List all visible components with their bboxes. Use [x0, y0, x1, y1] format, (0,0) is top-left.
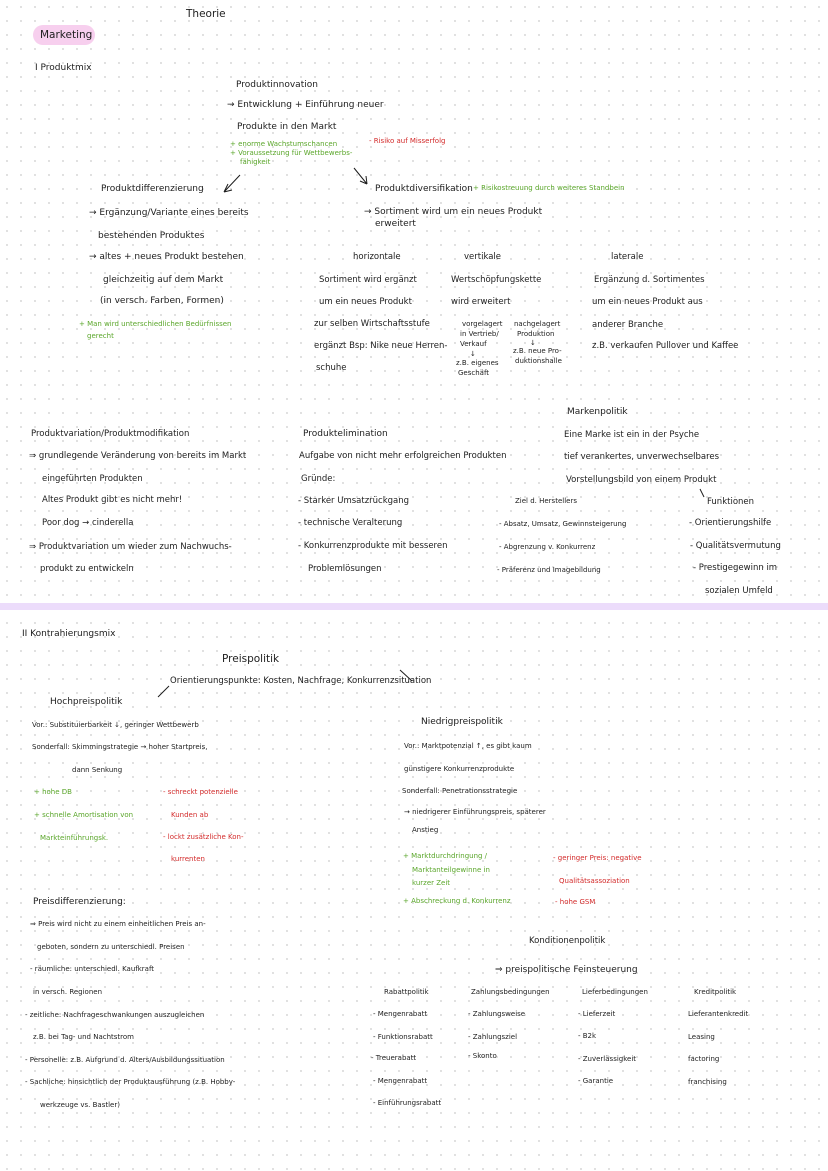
horizontal-line: um ein neues Produkt	[319, 297, 412, 307]
hoch-con: Kunden ab	[171, 811, 209, 819]
liefer-item: - B2k	[578, 1032, 597, 1040]
marken-funktion-item: - Prestigegewinn im	[693, 563, 778, 573]
innovation-pro: + enorme Wachstumschancen	[230, 140, 338, 148]
niedrig-pro: + Marktdurchdringung /	[403, 852, 488, 860]
kond-subtitle: ⇒ preispolitische Feinsteuerung	[495, 965, 638, 975]
subject-title: Marketing	[40, 29, 93, 41]
hoch-pro: Markteinführungsk.	[40, 834, 109, 842]
variation-line: Poor dog → cinderella	[42, 518, 134, 528]
vertikal-line: wird erweitert	[451, 297, 511, 307]
line-to-hochpreis	[158, 686, 169, 697]
niedrig-con: - geringer Preis: negative	[553, 854, 642, 862]
vertikal-nachgelagert: nachgelagert	[514, 320, 561, 328]
differenzierung-line: gleichzeitig auf dem Markt	[103, 275, 224, 285]
kredit-title: Kreditpolitik	[694, 988, 737, 996]
zahlung-item: - Skonto	[468, 1052, 497, 1060]
kredit-item: Lieferantenkredit	[688, 1010, 749, 1018]
differenzierung-pro: gerecht	[87, 332, 114, 340]
liefer-title: Lieferbedingungen	[582, 988, 648, 996]
niedrig-line: günstigere Konkurrenzprodukte	[404, 765, 515, 773]
marken-ziel-item: - Präferenz und Imagebildung	[497, 566, 601, 574]
diversifikation-line: erweitert	[375, 219, 416, 229]
vertikal-line: Wertschöpfungskette	[451, 275, 542, 285]
pdiff-line: - Sachliche: hinsichtlich der Produktausführung (z.B. Hobby-	[25, 1078, 236, 1086]
pdiff-line: - zeitliche: Nachfrageschwankungen auszugleichen	[25, 1011, 205, 1019]
innovation-line: → Entwicklung + Einführung neuer	[227, 100, 384, 110]
rabatt-item: - Funktionsrabatt	[373, 1033, 433, 1041]
vertikal-vorgelagert: Verkauf	[460, 340, 487, 348]
preis-orientierung: Orientierungspunkte: Kosten, Nachfrage, Konkurrenzsituation	[170, 676, 432, 686]
innovation-title: Produktinnovation	[236, 80, 318, 90]
innovation-con: - Risiko auf Misserfolg	[369, 137, 446, 145]
elimination-line: Gründe:	[301, 474, 336, 484]
marken-title: Markenpolitik	[567, 407, 628, 417]
marken-funktion-item: - Qualitätsvermutung	[690, 541, 781, 551]
pdiff-line: werkzeuge vs. Bastler)	[40, 1101, 120, 1109]
kredit-item: franchising	[688, 1078, 727, 1086]
vertikal-vorgelagert: ↓	[470, 350, 476, 358]
lateral-title: laterale	[611, 252, 644, 262]
differenzierung-pro: + Man wird unterschiedlichen Bedürfnissen	[79, 320, 232, 328]
differenzierung-line: (in versch. Farben, Formen)	[100, 296, 224, 306]
differenzierung-line: bestehenden Produktes	[98, 231, 205, 241]
horizontal-line: ergänzt Bsp: Nike neue Herren-	[314, 341, 448, 351]
page-title: Theorie	[186, 8, 226, 20]
diversifikation-line: → Sortiment wird um ein neues Produkt	[364, 207, 543, 217]
niedrig-title: Niedrigpreispolitik	[421, 717, 503, 727]
elimination-line: Aufgabe von nicht mehr erfolgreichen Produkten	[299, 451, 507, 461]
zahlung-title: Zahlungsbedingungen	[471, 988, 550, 996]
niedrig-con: Qualitätsassoziation	[559, 877, 630, 885]
vertikal-vorgelagert: vorgelagert	[462, 320, 503, 328]
zahlung-item: - Zahlungsweise	[468, 1010, 526, 1018]
kond-title: Konditionenpolitik	[529, 936, 606, 946]
elimination-line: - technische Veralterung	[298, 518, 403, 528]
section-divider	[0, 603, 828, 610]
pdiff-line: z.B. bei Tag- und Nachtstrom	[33, 1033, 134, 1041]
pdiff-line: geboten, sondern zu unterschiedl. Preisen	[37, 943, 185, 951]
zahlung-item: - Zahlungsziel	[468, 1033, 518, 1041]
niedrig-line: Vor.: Marktpotenzial ↑, es gibt kaum	[404, 742, 532, 750]
vertikal-nachgelagert: ↓	[530, 339, 536, 347]
kredit-item: factoring	[688, 1055, 720, 1063]
differenzierung-line: → Ergänzung/Variante eines bereits	[89, 208, 249, 218]
pdiff-line: - räumliche: unterschiedl. Kaufkraft	[30, 965, 155, 973]
marken-funktionen-title: Funktionen	[707, 497, 755, 507]
rabatt-item: - Mengenrabatt	[373, 1077, 428, 1085]
elimination-line: - Starker Umsatzrückgang	[298, 496, 410, 506]
vertikal-vorgelagert: z.B. eigenes	[456, 359, 499, 367]
lateral-line: um ein neues Produkt aus	[592, 297, 703, 307]
section-1-title: I Produktmix	[35, 63, 92, 73]
variation-line: eingeführten Produkten	[42, 474, 143, 484]
hoch-con: - schreckt potenzielle	[163, 788, 238, 796]
vertikal-nachgelagert: duktionshalle	[515, 357, 562, 365]
rabatt-title: Rabattpolitik	[384, 988, 429, 996]
marken-funktion-item: sozialen Umfeld	[705, 586, 773, 596]
preis-title: Preispolitik	[222, 653, 280, 665]
liefer-item: - Lieferzeit	[578, 1010, 616, 1018]
marken-ziel-item: - Abgrenzung v. Konkurrenz	[499, 543, 596, 551]
vertikal-nachgelagert: z.B. neue Pro-	[513, 347, 562, 355]
niedrig-pro: kurzer Zeit	[412, 879, 451, 887]
diversifikation-pro: + Risikostreuung durch weiteres Standbein	[473, 184, 625, 192]
niedrig-con: - hohe GSM	[555, 898, 596, 906]
hoch-con: kurrenten	[171, 855, 205, 863]
innovation-pro: fähigkeit	[240, 158, 271, 166]
hoch-line: Vor.: Substituierbarkeit ↓, geringer Wettbewerb	[32, 721, 199, 729]
niedrig-pro: Marktanteilgewinne in	[412, 866, 490, 874]
pdiff-line: ⇒ Preis wird nicht zu einem einheitlichen Preis an-	[30, 920, 206, 928]
pdiff-line: in versch. Regionen	[33, 988, 103, 996]
elimination-line: - Konkurrenzprodukte mit besseren	[298, 541, 448, 551]
marken-ziel-title: Ziel d. Herstellers	[515, 497, 577, 505]
hoch-line: dann Senkung	[72, 766, 123, 774]
rabatt-item: - Einführungsrabatt	[373, 1099, 442, 1107]
marken-funktion-item: - Orientierungshilfe	[689, 518, 772, 528]
variation-line: ⇒ grundlegende Veränderung von bereits im Markt	[29, 451, 247, 461]
innovation-pro: + Voraussetzung für Wettbewerbs-	[230, 149, 353, 157]
line-to-funktionen	[700, 489, 704, 497]
marken-ziel-item: - Absatz, Umsatz, Gewinnsteigerung	[499, 520, 627, 528]
elimination-line: Problemlösungen	[308, 564, 382, 574]
differenzierung-title: Produktdifferenzierung	[101, 184, 204, 194]
niedrig-pro: + Abschreckung d. Konkurrenz	[403, 897, 511, 905]
lateral-line: Ergänzung d. Sortimentes	[594, 275, 705, 285]
horizontal-line: schuhe	[316, 363, 347, 373]
liefer-item: - Garantie	[578, 1077, 614, 1085]
hoch-pro: + hohe DB	[34, 788, 72, 796]
rabatt-item: - Treuerabatt	[371, 1054, 417, 1062]
vertikal-vorgelagert: Geschäft	[458, 369, 490, 377]
vertikal-vorgelagert: in Vertrieb/	[460, 330, 499, 338]
hoch-line: Sonderfall: Skimmingstrategie → hoher Startpreis,	[32, 743, 208, 751]
marken-line: tief verankertes, unverwechselbares	[564, 452, 720, 462]
variation-title: Produktvariation/Produktmodifikation	[31, 429, 190, 439]
marken-line: Eine Marke ist ein in der Psyche	[564, 430, 700, 440]
marken-line: Vorstellungsbild von einem Produkt	[566, 475, 717, 485]
elimination-title: Produktelimination	[303, 429, 388, 439]
section-2-title: II Kontrahierungsmix	[22, 629, 116, 639]
kredit-item: Leasing	[688, 1033, 715, 1041]
niedrig-line: → niedrigerer Einführungspreis, späterer	[404, 808, 546, 816]
variation-line: produkt zu entwickeln	[40, 564, 134, 574]
hoch-pro: + schnelle Amortisation von	[34, 811, 134, 819]
horizontal-title: horizontale	[353, 252, 401, 262]
horizontal-line: zur selben Wirtschaftsstufe	[314, 319, 430, 329]
liefer-item: - Zuverlässigkeit	[578, 1055, 637, 1063]
niedrig-line: Sonderfall: Penetrationsstrategie	[402, 787, 518, 795]
hoch-con: - lockt zusätzliche Kon-	[163, 833, 244, 841]
pdiff-title: Preisdifferenzierung:	[33, 897, 126, 907]
rabatt-item: - Mengenrabatt	[373, 1010, 428, 1018]
variation-line: ⇒ Produktvariation um wieder zum Nachwuchs-	[29, 542, 232, 552]
innovation-line: Produkte in den Markt	[237, 122, 337, 132]
variation-line: Altes Produkt gibt es nicht mehr!	[42, 495, 183, 505]
vertikal-title: vertikale	[464, 252, 502, 262]
differenzierung-line: → altes + neues Produkt bestehen	[89, 252, 244, 262]
vertikal-nachgelagert: Produktion	[517, 330, 555, 338]
arrow-to-differenzierung	[224, 175, 240, 192]
pdiff-line: - Personelle: z.B. Aufgrund d. Alters/Ausbildungssituation	[25, 1056, 225, 1064]
lateral-line: z.B. verkaufen Pullover und Kaffee	[592, 341, 739, 351]
arrow-to-diversifikation	[354, 168, 367, 184]
diversifikation-title: Produktdiversifikation	[375, 184, 473, 194]
horizontal-line: Sortiment wird ergänzt	[319, 275, 417, 285]
lateral-line: anderer Branche	[592, 320, 664, 330]
niedrig-line: Anstieg	[412, 826, 439, 834]
hoch-title: Hochpreispolitik	[50, 697, 123, 707]
